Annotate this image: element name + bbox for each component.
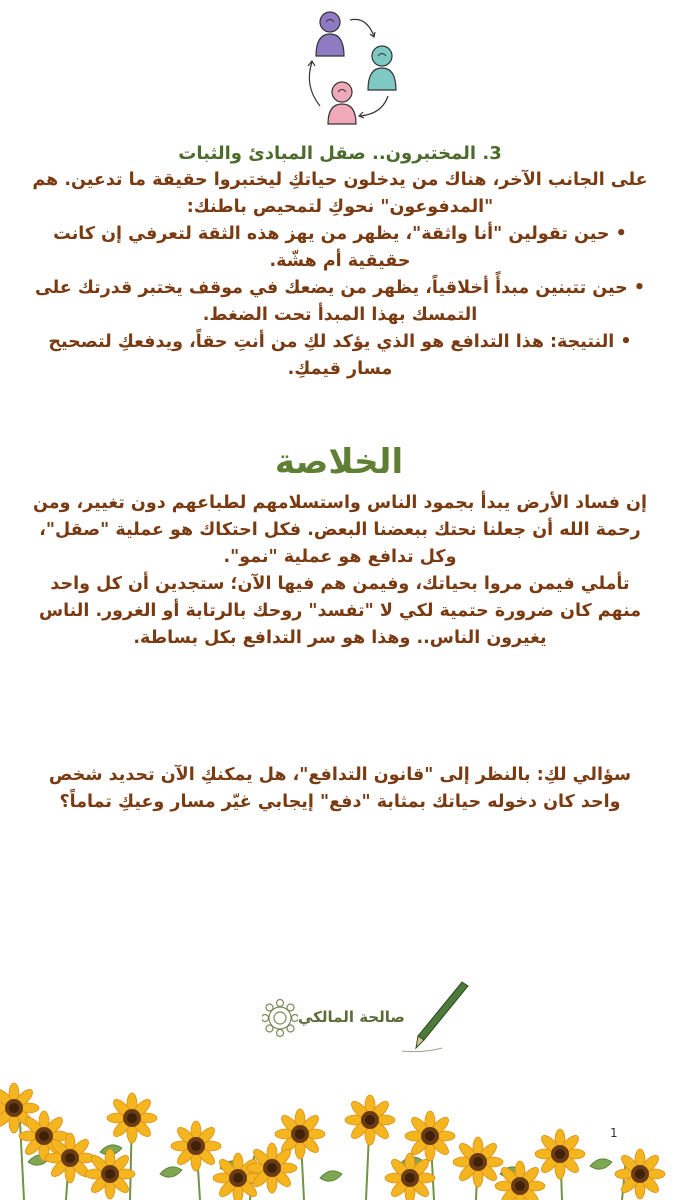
person-purple-icon [316, 12, 344, 56]
section-3 [30, 140, 650, 383]
section-3-heading: 3. المختبرون.. صقل المبادئ والثبات [178, 143, 502, 164]
people-cycle-illustration [296, 6, 408, 126]
person-pink-icon [328, 82, 356, 124]
sunflower-logo-icon [262, 998, 298, 1038]
author-name: صالحة المالكي [298, 1008, 405, 1026]
summary-paragraph-2: تأملي فيمن مروا بحياتك، وفيمن هم فيها الآن؛ ستجدين أن كل واحد منهم كان ضرورة حتمية لكي لا "تفسد" روحك بالرتابة أو الغرور. الناس يغيرون الناس.. وهذا هو سر التدافع بكل بساطة. [38, 574, 642, 648]
section-3-bullet-1: • حين تقولين "أنا واثقة"، يظهر من يهز هذه الثقة لتعرفي إن كانت حقيقية أم هشّة. [53, 224, 627, 271]
summary-paragraph-1: إن فساد الأرض يبدأ بجمود الناس واستسلامهم لطباعهم دون تغيير، ومن رحمة الله أن جعلنا نحتك ببعضنا البعض. فكل احتكاك هو عملية "صقل"، وكل تدافع هو عملية "نمو". [33, 493, 647, 567]
person-teal-icon [368, 46, 396, 90]
summary-title: الخلاصة [274, 442, 404, 482]
page-number: 1 [610, 1126, 618, 1140]
author-signature [262, 978, 472, 1054]
sunflower-border-decoration [0, 1082, 678, 1200]
summary-body [30, 490, 650, 652]
section-3-bullet-2: • حين تتبنين مبدأً أخلاقياً، يظهر من يضعك في موقف يختبر قدرتك على التمسك بهذا المبدأ تحت الضغط. [34, 278, 646, 325]
question-block [30, 762, 650, 816]
question-text: سؤالي لكِ: بالنظر إلى "قانون التدافع"، هل يمكنكِ الآن تحديد شخص واحد كان دخوله حياتك بمثابة "دفع" إيجابي غيّر مسار وعيكِ تماماً؟ [48, 765, 632, 812]
section-3-result: • النتيجة: هذا التدافع هو الذي يؤكد لكِ من أنتِ حقاً، ويدفعكِ لتصحيح مسار قيمكِ. [48, 332, 632, 379]
section-3-intro: على الجانب الآخر، هناك من يدخلون حياتكِ ليختبروا حقيقة ما تدعين. هم "المدفوعون" نحوكِ لتمحيص باطنك: [32, 170, 648, 217]
pen-icon [402, 978, 472, 1054]
